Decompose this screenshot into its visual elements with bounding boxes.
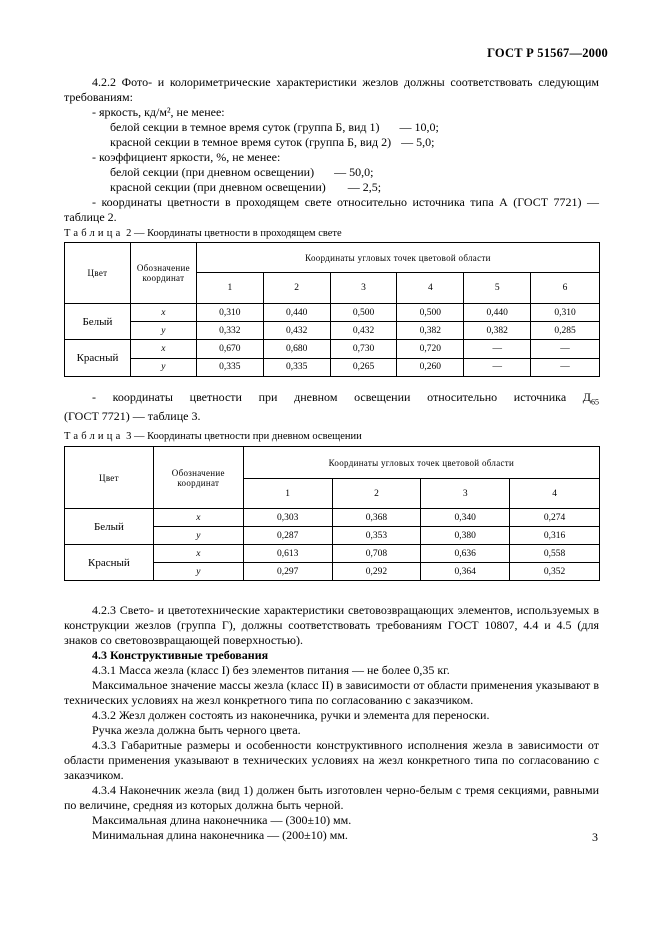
coord-label-y: y [153,527,243,545]
table-cell: 0,500 [330,303,397,321]
table-row [65,358,600,376]
table3-header-points: Координаты угловых точек цветовой области [243,447,599,479]
table2-point-3: 3 [330,273,397,303]
coord-label-y: y [130,322,196,340]
coord-label-x: x [153,545,243,563]
table-cell: 0,440 [263,303,330,321]
brightness-red-text: красной секции в темное время суток (группа Б, вид 2) [110,135,392,149]
table-cell: 0,297 [243,563,332,581]
table3-point-1: 1 [243,479,332,509]
coef-red-value: — 2,5; [347,180,382,194]
table-cell: 0,382 [397,322,464,340]
chroma-daylight-paragraph [64,390,599,424]
table3-caption-text: 3 — Координаты цветности при дневном освещении [126,431,362,442]
standard-header: ГОСТ Р 51567—2000 [487,46,608,60]
table2-point-1: 1 [196,273,263,303]
table-cell: 0,500 [397,303,464,321]
table-2 [64,242,600,377]
table-cell: 0,708 [332,545,421,563]
table-cell: 0,310 [531,303,600,321]
table-cell: 0,670 [196,340,263,358]
table-cell: 0,440 [464,303,531,321]
coord-label-x: x [130,340,196,358]
table3-point-3: 3 [421,479,510,509]
table-cell: 0,720 [397,340,464,358]
table2-point-2: 2 [263,273,330,303]
table-cell: 0,680 [263,340,330,358]
chroma-daylight-text: - координаты цветности при дневном освещении относительно источника Д [92,390,591,404]
chroma-transmitted: - координаты цветности в проходящем свете относительно источника типа А (ГОСТ 7721) — таблице 2. [64,195,599,224]
paragraph-4-2-3: 4.2.3 Свето- и цветотехнические характеристики световозвращающих элементов, используемых в конструкции жезлов (группа Г), должны соответствовать требованиям ГОСТ 10807, 4.4 и 4.5 (для знаков со световозвращающей поверхностью). [64,603,599,647]
coord-label-x: x [153,509,243,527]
table2-point-4: 4 [397,273,464,303]
paragraph-4-3-3: 4.3.3 Габаритные размеры и особенности конструктивного исполнения жезла в зависимости от области применения указывают в технических условиях на жезл конкретного типа по согласованию с заказчиком. [64,738,599,782]
table3-point-4: 4 [510,479,600,509]
brightness-label: - яркость, кд/м², не менее: [92,105,225,119]
brightness-white-text: белой секции в темное время суток (группа Б, вид 1) [110,120,380,134]
table-row [65,340,600,358]
table-row [65,545,600,563]
coord-label-x: x [130,303,196,321]
paragraph-4-3-1: 4.3.1 Масса жезла (класс I) без элементов питания — не более 0,35 кг. [92,663,450,677]
chroma-daylight-line2: (ГОСТ 7721) — таблице 3. [64,409,201,424]
table2-row-color: Красный [65,340,131,377]
coef-red-text: красной секции (при дневном освещении) [110,180,326,194]
table3-row-color: Белый [65,509,154,545]
table-cell: 0,432 [330,322,397,340]
paragraph-4-3-4b: Максимальная длина наконечника — (300±10) мм. [92,813,352,827]
brightness-white-line [64,120,599,135]
table3-header-color: Цвет [65,447,154,509]
table3-point-2: 2 [332,479,421,509]
table3-header-designation: Обозначение координат [153,447,243,509]
table-cell: 0,380 [421,527,510,545]
table-row [65,509,600,527]
table-cell: — [531,340,600,358]
table-cell: 0,353 [332,527,421,545]
brightness-white-value: — 10,0; [399,120,439,134]
table-cell: — [464,340,531,358]
section-4-3-title: 4.3 Конструктивные требования [92,648,269,662]
paragraph-4-3-1b: Максимальное значение массы жезла (класс II) в зависимости от области применения указывают в технических условиях на жезл конкретного типа по согласованию с заказчиком. [64,678,599,707]
coef-label: - коэффициент яркости, %, не менее: [92,150,281,164]
table-cell: 0,364 [421,563,510,581]
table-cell: 0,310 [196,303,263,321]
table-row [65,303,600,321]
table-cell: 0,287 [243,527,332,545]
table-cell: 0,303 [243,509,332,527]
table2-point-6: 6 [531,273,600,303]
table2-row-color: Белый [65,303,131,340]
table-cell: 0,285 [531,322,600,340]
brightness-red-value: — 5,0; [401,135,435,149]
table3-caption-word: Таблица [64,431,124,442]
table-cell: 0,316 [510,527,600,545]
table-cell: 0,352 [510,563,600,581]
table-cell: 0,368 [332,509,421,527]
table2-header-designation: Обозначение координат [130,243,196,304]
chroma-daylight-sub: 65 [591,397,599,407]
table-cell: 0,260 [397,358,464,376]
paragraph-intro: 4.2.2 Фото- и колориметрические характеристики жезлов должны соответствовать следующим требованиям: [64,75,599,104]
table3-caption [64,431,362,442]
section-4-2-3-and-4-3 [64,603,599,843]
paragraph-4-3-4: 4.3.4 Наконечник жезла (вид 1) должен быть изготовлен черно-белым с тремя секциями, равными по величине, средняя из которых должна быть черной. [64,783,599,812]
coef-red-line [64,180,599,195]
section-4-2-2 [64,75,599,225]
table2-caption-text: 2 — Координаты цветности в проходящем свете [126,228,342,239]
table-cell: 0,636 [421,545,510,563]
page-number: 3 [592,830,598,844]
table-cell: 0,335 [196,358,263,376]
table2-header-points: Координаты угловых точек цветовой области [196,243,599,273]
table-cell: 0,274 [510,509,600,527]
table-cell: 0,382 [464,322,531,340]
table-cell: 0,335 [263,358,330,376]
table2-header-color: Цвет [65,243,131,304]
table-row [65,322,600,340]
table-cell: 0,613 [243,545,332,563]
table-cell: — [464,358,531,376]
table2-point-5: 5 [464,273,531,303]
paragraph-4-3-2b: Ручка жезла должна быть черного цвета. [92,723,301,737]
coef-white-line [64,165,599,180]
table-cell: 0,558 [510,545,600,563]
table-cell: — [531,358,600,376]
table-cell: 0,292 [332,563,421,581]
brightness-red-line [64,135,599,150]
table-cell: 0,432 [263,322,330,340]
table-3 [64,446,600,581]
table3-row-color: Красный [65,545,154,581]
coord-label-y: y [153,563,243,581]
table-cell: 0,332 [196,322,263,340]
table-cell: 0,265 [330,358,397,376]
coef-white-text: белой секции (при дневном освещении) [110,165,315,179]
coef-white-value: — 50,0; [334,165,374,179]
paragraph-4-3-4c: Минимальная длина наконечника — (200±10) мм. [92,828,348,842]
table-cell: 0,340 [421,509,510,527]
table2-caption [64,228,342,239]
coord-label-y: y [130,358,196,376]
paragraph-4-3-2: 4.3.2 Жезл должен состоять из наконечника, ручки и элемента для переноски. [92,708,490,722]
table2-caption-word: Таблица [64,228,124,239]
table-cell: 0,730 [330,340,397,358]
chroma-daylight-line1 [64,390,599,409]
